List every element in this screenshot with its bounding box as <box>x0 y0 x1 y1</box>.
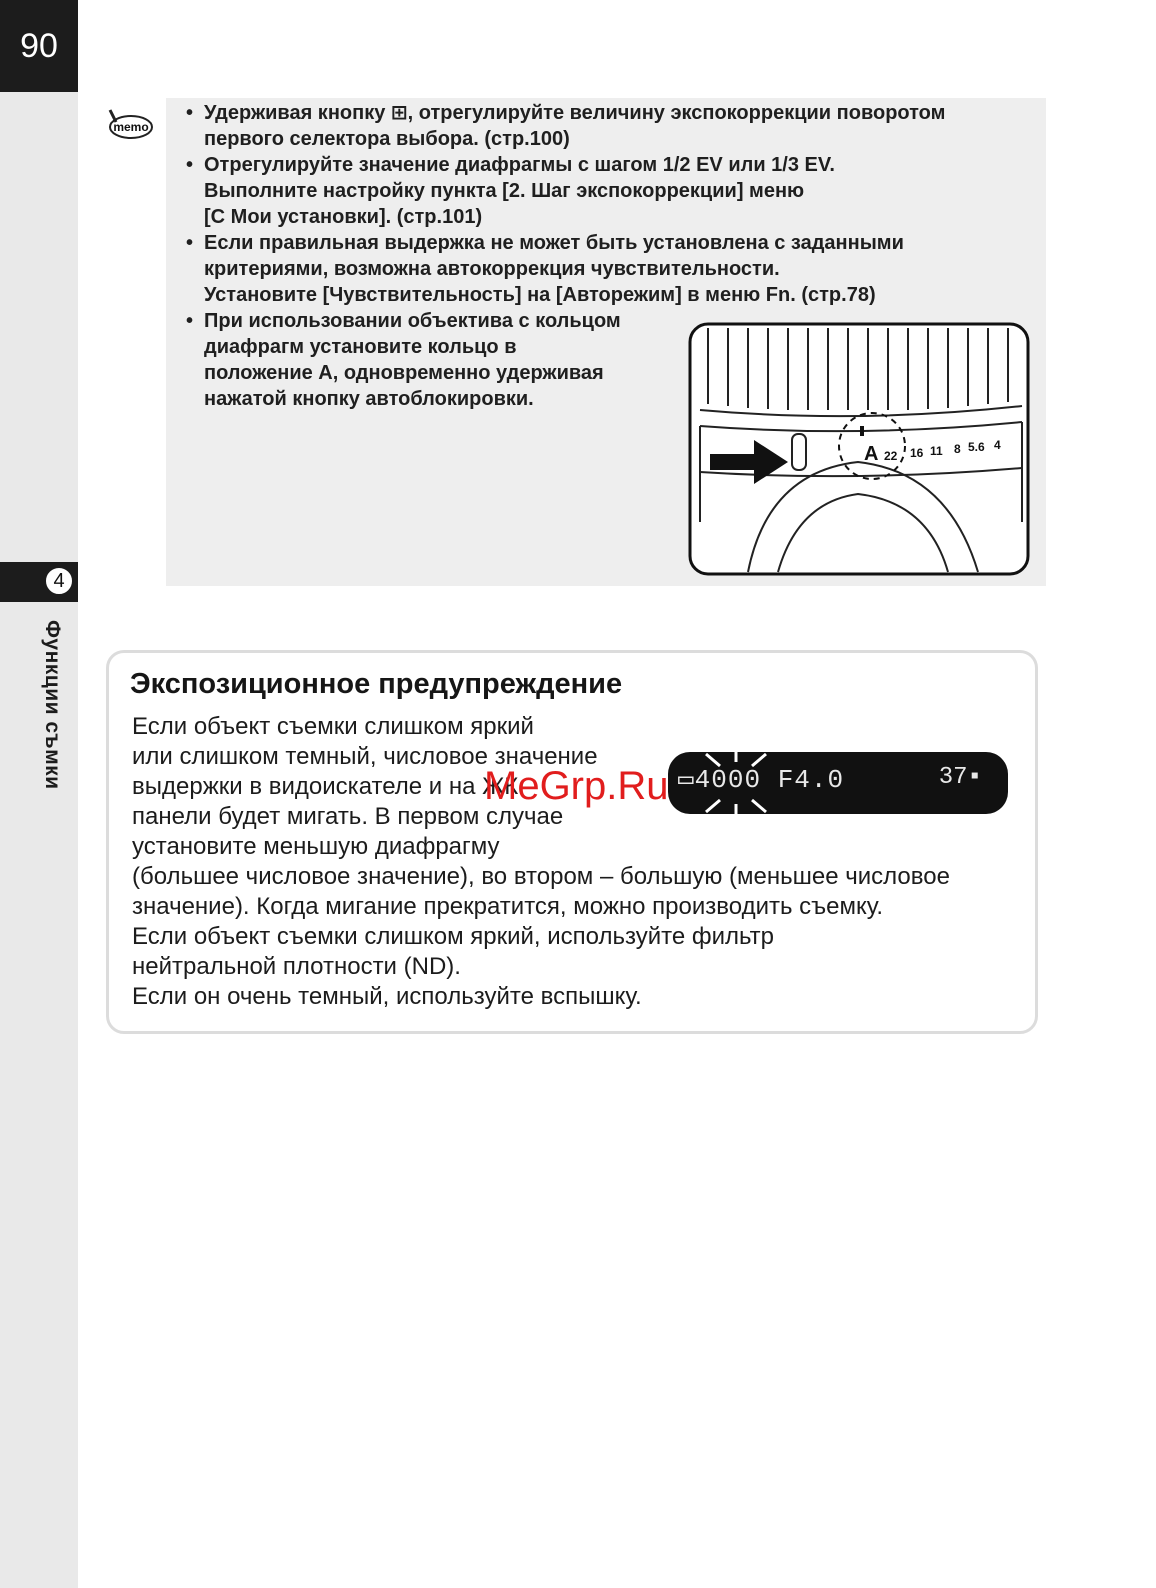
lcd-exposure-readout: ▭4000 F4.0 <box>678 765 845 795</box>
warning-line: установите меньшую диафрагму <box>132 833 500 860</box>
watermark: MeGrp.Ru <box>484 764 669 808</box>
aperture-value: 8 <box>954 442 961 456</box>
chapter-title: Функции съмки <box>41 620 64 790</box>
aperture-value: 22 <box>884 449 898 463</box>
warning-line: нейтральной плотности (ND). <box>132 953 461 980</box>
memo-bullet <box>184 230 945 308</box>
memo-line: нажатой кнопку автоблокировки. <box>204 388 534 410</box>
memo-icon-label: memo <box>113 120 149 134</box>
memo-line: Выполните настройку пункта [2. Шаг экспокоррекции] меню <box>204 180 805 202</box>
memo-line: • Если правильная выдержка не может быть установлена с заданными <box>204 232 904 254</box>
memo-line: диафрагм установите кольцо в <box>204 336 517 358</box>
warning-line: (большее числовое значение), во втором – большую (меньшее числовое <box>132 863 950 890</box>
memo-line: критериями, возможна автокоррекция чувствительности. <box>204 258 780 280</box>
warning-line: значение). Когда мигание прекратится, можно производить съемку. <box>132 893 884 920</box>
memo-line: • При использовании объектива с кольцом <box>204 310 621 332</box>
viewfinder-lcd-display <box>668 752 1008 814</box>
memo-line: положение A, одновременно удерживая <box>204 362 604 384</box>
memo-line: первого селектора выбора. (стр.100) <box>204 128 570 150</box>
aperture-mark-a: A <box>864 443 879 465</box>
chapter-number: 4 <box>44 566 74 596</box>
lcd-shutter-value: 4000 <box>694 765 762 795</box>
aperture-value: 5.6 <box>968 440 985 454</box>
memo-line: • Удерживая кнопку ⊞, отрегулируйте величину экспокоррекции поворотом <box>204 102 946 124</box>
memo-bullet <box>184 152 945 230</box>
lens-aperture-figure <box>688 322 1030 576</box>
exposure-warning-title: Экспозиционное предупреждение <box>130 668 623 700</box>
warning-line: панели будет мигать. В первом случае <box>132 803 564 830</box>
aperture-value: 11 <box>930 444 943 458</box>
warning-line: выдержки в видоискателе и на ЖК <box>132 773 519 800</box>
page-number: 90 <box>0 0 78 92</box>
side-strip <box>0 0 78 1588</box>
memo-line: Установите [Чувствительность] на [Авторежим] в меню Fn. (стр.78) <box>204 284 876 306</box>
warning-line: Если объект съемки слишком яркий <box>132 713 534 740</box>
aperture-value: 16 <box>910 446 924 460</box>
lcd-aperture-value: F4.0 <box>777 765 845 795</box>
warning-line: Если объект съемки слишком яркий, используйте фильтр <box>132 923 774 950</box>
memo-bullet <box>184 100 945 152</box>
warning-line: или слишком темный, числовое значение <box>132 743 598 770</box>
warning-line: Если он очень темный, используйте вспышку. <box>132 983 642 1010</box>
lcd-shots-remaining: 37 <box>938 764 968 791</box>
memo-line: [C Мои установки]. (стр.101) <box>204 206 483 228</box>
aperture-value: 4 <box>994 438 1001 452</box>
memo-line: • Отрегулируйте значение диафрагмы с шагом 1/2 EV или 1/3 EV. <box>204 154 835 176</box>
lcd-shot-count: 37▪ <box>938 764 982 791</box>
memo-icon <box>104 106 154 146</box>
